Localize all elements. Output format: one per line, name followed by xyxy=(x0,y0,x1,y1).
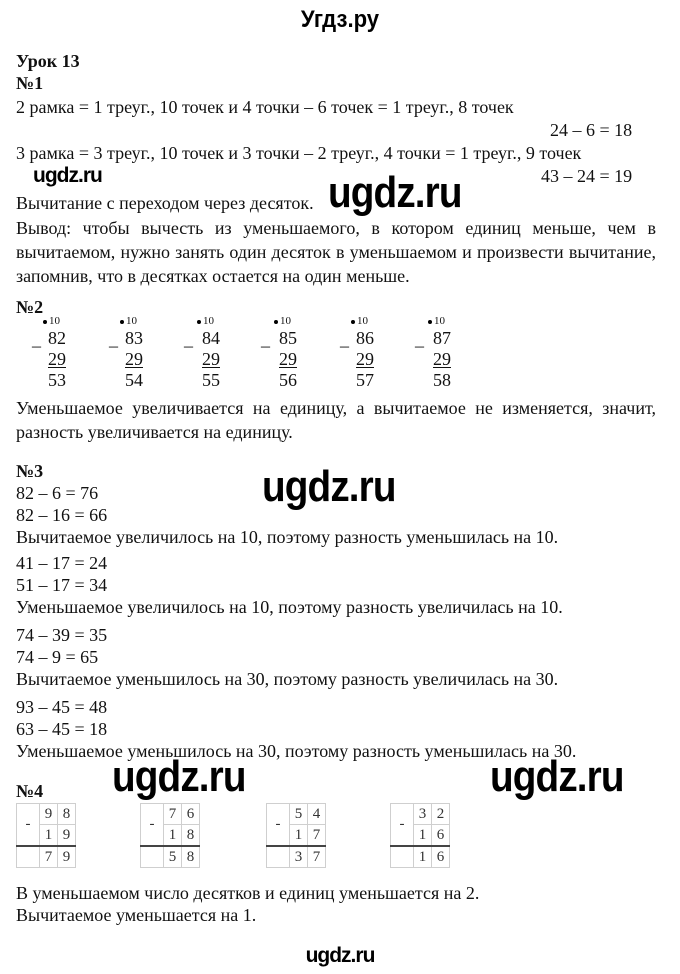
minus-sign: _ xyxy=(415,329,424,349)
digit: 1 xyxy=(414,846,432,868)
digit: 6 xyxy=(182,804,200,825)
digit: 8 xyxy=(182,825,200,847)
task1-label: №1 xyxy=(16,73,44,93)
subtrahend: 29 xyxy=(433,349,451,369)
task1-conclusion: Вывод: чтобы вычесть из уменьшаемого, в котором единиц меньше, чем в вычитаемом, нужно занять один десяток в уменьшаемом и произвести вычитание, запомнив, что в десятках остается на один меньше. xyxy=(16,218,656,286)
difference: 58 xyxy=(433,370,451,390)
lesson-title: Урок 13 xyxy=(16,51,80,71)
task3-eq: 82 – 6 = 76 xyxy=(16,483,99,503)
minuend: 86 xyxy=(356,328,374,348)
borrow-mark: 10 xyxy=(126,315,137,327)
digit: 8 xyxy=(58,804,76,825)
task1-line2: 3 рамка = 3 треуг., 10 точек и 3 точки – 2 треуг., 4 точки = 1 треуг., 9 точек xyxy=(16,143,582,163)
task3-eq: 74 – 39 = 35 xyxy=(16,625,108,645)
watermark: ugdz.ru xyxy=(112,752,246,801)
digit: 1 xyxy=(290,825,308,847)
watermark: ugdz.ru xyxy=(33,164,102,187)
digit: 4 xyxy=(308,804,326,825)
column-subtraction-2 xyxy=(107,316,167,396)
digit: 1 xyxy=(164,825,182,847)
digit: 3 xyxy=(290,846,308,868)
minus-sign: _ xyxy=(184,329,193,349)
task3-label: №3 xyxy=(16,461,44,481)
digit: 8 xyxy=(182,846,200,868)
task2-explanation: Уменьшаемое увеличивается на единицу, а вычитаемое не изменяется, значит, разность увеличивается на единицу. xyxy=(16,398,656,442)
digit: 6 xyxy=(432,846,450,868)
difference: 56 xyxy=(279,370,297,390)
borrow-dot-icon xyxy=(120,320,124,324)
borrow-dot-icon xyxy=(274,320,278,324)
task1-eq1: 24 – 6 = 18 xyxy=(550,120,633,140)
watermark: ugdz.ru xyxy=(328,168,462,217)
borrow-dot-icon xyxy=(351,320,355,324)
column-subtraction-5 xyxy=(338,316,398,396)
minus-sign: - xyxy=(391,804,414,847)
minuend: 87 xyxy=(433,328,451,348)
task1-eq2: 43 – 24 = 19 xyxy=(541,166,633,186)
footer-watermark: ugdz.ru xyxy=(305,944,375,967)
task1-line1: 2 рамка = 1 треуг., 10 точек и 4 точки – 6 точек = 1 треуг., 8 точек xyxy=(16,97,514,117)
digit: 5 xyxy=(164,846,182,868)
empty-cell xyxy=(17,846,40,868)
empty-cell xyxy=(391,846,414,868)
minus-sign: _ xyxy=(32,329,41,349)
task3-eq: 63 – 45 = 18 xyxy=(16,719,108,739)
minus-sign: _ xyxy=(261,329,270,349)
task3-eq: 82 – 16 = 66 xyxy=(16,505,108,525)
subtrahend: 29 xyxy=(279,349,297,369)
digit: 7 xyxy=(308,825,326,847)
subtraction-grid-2 xyxy=(140,803,200,868)
borrow-mark: 10 xyxy=(357,315,368,327)
task1-topic: Вычитание с переходом через десяток. xyxy=(16,193,314,213)
subtrahend: 29 xyxy=(125,349,143,369)
subtrahend: 29 xyxy=(48,349,66,369)
task3-eq: 93 – 45 = 48 xyxy=(16,697,108,717)
minus-sign: - xyxy=(17,804,40,847)
empty-cell xyxy=(141,846,164,868)
borrow-dot-icon xyxy=(197,320,201,324)
column-subtraction-3 xyxy=(184,316,244,396)
column-subtraction-1 xyxy=(30,316,90,396)
watermark: ugdz.ru xyxy=(262,462,396,511)
digit: 7 xyxy=(164,804,182,825)
subtraction-grid-3 xyxy=(266,803,326,868)
digit: 7 xyxy=(40,846,58,868)
digit: 9 xyxy=(58,846,76,868)
minus-sign: _ xyxy=(340,329,349,349)
borrow-mark: 10 xyxy=(203,315,214,327)
subtrahend: 29 xyxy=(356,349,374,369)
subtraction-grid-1 xyxy=(16,803,76,868)
task4-label: №4 xyxy=(16,781,44,801)
task3-note: Вычитаемое увеличилось на 10, поэтому разность уменьшилась на 10. xyxy=(16,527,559,547)
task3-eq: 41 – 17 = 24 xyxy=(16,553,108,573)
difference: 55 xyxy=(202,370,220,390)
task4-note1: В уменьшаемом число десятков и единиц уменьшается на 2. xyxy=(16,883,480,903)
digit: 1 xyxy=(40,825,58,847)
digit: 9 xyxy=(40,804,58,825)
minuend: 84 xyxy=(202,328,220,348)
borrow-mark: 10 xyxy=(434,315,445,327)
column-subtraction-4 xyxy=(261,316,321,396)
difference: 54 xyxy=(125,370,143,390)
digit: 5 xyxy=(290,804,308,825)
digit: 6 xyxy=(432,825,450,847)
task3-eq: 51 – 17 = 34 xyxy=(16,575,108,595)
borrow-dot-icon xyxy=(43,320,47,324)
borrow-mark: 10 xyxy=(49,315,60,327)
watermark: ugdz.ru xyxy=(490,752,624,801)
task3-note: Уменьшаемое увеличилось на 10, поэтому разность увеличилась на 10. xyxy=(16,597,563,617)
task2-label: №2 xyxy=(16,297,44,317)
subtraction-grid-4 xyxy=(390,803,450,868)
borrow-dot-icon xyxy=(428,320,432,324)
digit: 2 xyxy=(432,804,450,825)
digit: 1 xyxy=(414,825,432,847)
borrow-mark: 10 xyxy=(280,315,291,327)
task3-note: Уменьшаемое уменьшилось на 30, поэтому разность уменьшилась на 30. xyxy=(16,741,577,761)
task3-note: Вычитаемое уменьшилось на 30, поэтому разность увеличилась на 30. xyxy=(16,669,559,689)
digit: 3 xyxy=(414,804,432,825)
minuend: 83 xyxy=(125,328,143,348)
site-title[interactable]: Угдз.ру xyxy=(300,6,380,33)
empty-cell xyxy=(267,846,290,868)
digit: 7 xyxy=(308,846,326,868)
minuend: 82 xyxy=(48,328,66,348)
subtrahend: 29 xyxy=(202,349,220,369)
minuend: 85 xyxy=(279,328,297,348)
difference: 53 xyxy=(48,370,66,390)
column-subtraction-6 xyxy=(415,316,475,396)
minus-sign: - xyxy=(267,804,290,847)
task3-eq: 74 – 9 = 65 xyxy=(16,647,99,667)
difference: 57 xyxy=(356,370,374,390)
digit: 9 xyxy=(58,825,76,847)
minus-sign: - xyxy=(141,804,164,847)
task4-note2: Вычитаемое уменьшается на 1. xyxy=(16,905,257,925)
minus-sign: _ xyxy=(109,329,118,349)
